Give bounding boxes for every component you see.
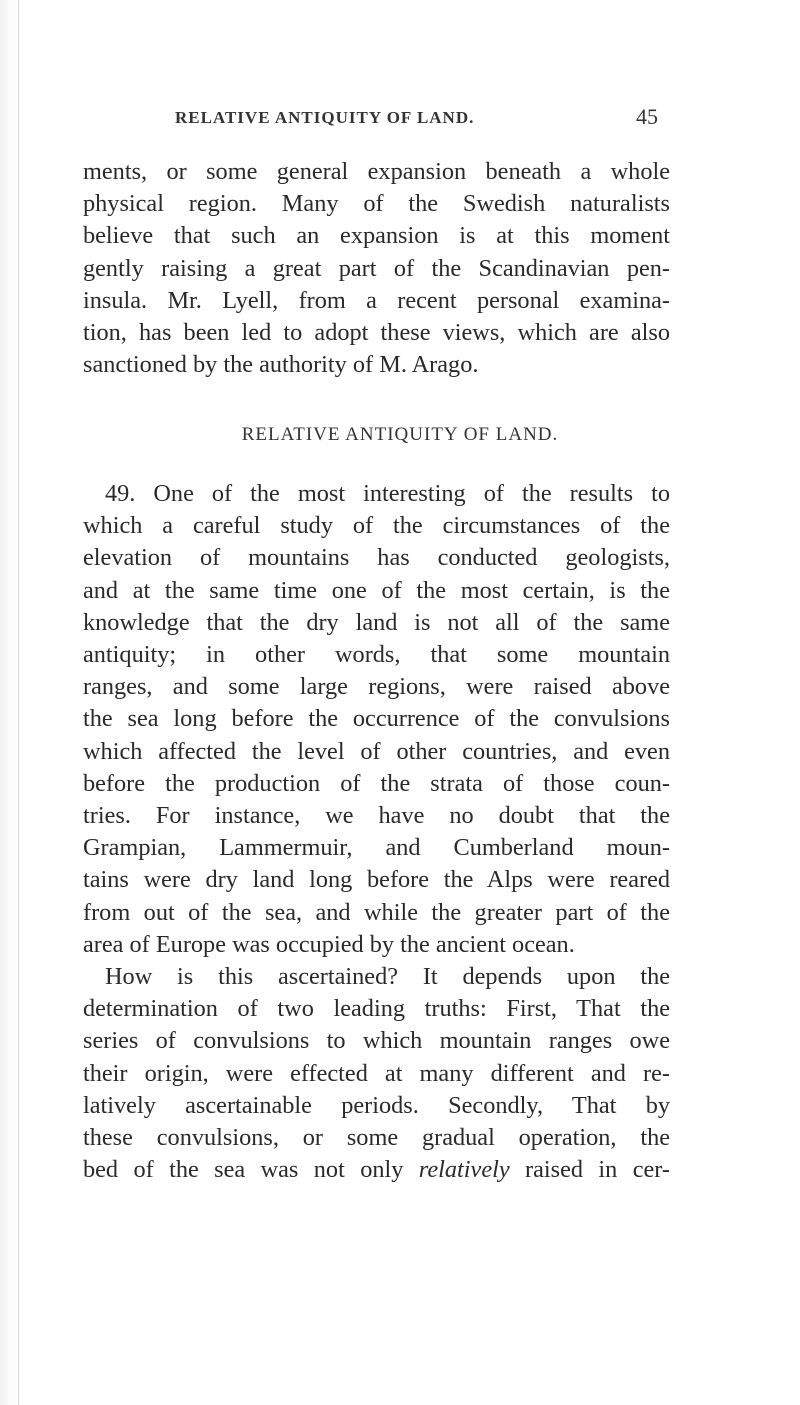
text-line: physical region. Many of the Swedish naturalists [83,190,670,218]
text-line: which affected the level of other countries, and even [83,737,670,765]
text-line: Grampian, Lammermuir, and Cumberland moun- [83,834,670,862]
text-line: these convulsions, or some gradual operation, the [83,1124,670,1152]
text-line: 49. One of the most interesting of the results to [105,480,670,507]
text-line: from out of the sea, and while the greater part of the [83,898,670,926]
text-line: tries. For instance, we have no doubt that the [83,802,670,830]
text-line: ments, or some general expansion beneath a whole [83,158,670,185]
text-line: before the production of the strata of those coun- [83,769,670,797]
text-line: the sea long before the occurrence of the convulsions [83,705,670,733]
text-line: area of Europe was occupied by the ancient ocean. [83,930,575,958]
text-line: latively ascertainable periods. Secondly, That by [83,1091,670,1119]
text-fragment: bed of the sea was not only [83,1156,419,1184]
section-heading: RELATIVE ANTIQUITY OF LAND. [241,424,559,445]
text-line: determination of two leading truths: First, That the [83,995,670,1023]
page-number: 45 [636,104,658,129]
text-line: gently raising a great part of the Scandinavian pen- [83,254,670,282]
text-fragment: raised in cer- [509,1156,670,1184]
text-line: knowledge that the dry land is not all of the same [83,608,670,636]
binding-edge-line [18,0,19,1405]
text-line: How is this ascertained? It depends upon the [105,963,670,990]
running-head: RELATIVE ANTIQUITY OF LAND. [175,108,475,127]
text-line: sanctioned by the authority of M. Arago. [83,351,479,379]
paragraph-49 [83,478,670,961]
text-line: tion, has been led to adopt these views, which are also [83,319,670,347]
paragraph-continued [83,156,670,381]
text-line: and at the same time one of the most certain, is the [83,576,670,604]
text-line-last [83,1154,670,1186]
text-line: tains were dry land long before the Alps were reared [83,866,670,894]
text-line: which a careful study of the circumstances of the [83,512,670,540]
text-line: believe that such an expansion is at this moment [83,222,670,250]
text-line: ranges, and some large regions, were raised above [83,673,670,701]
text-line: series of convulsions to which mountain ranges owe [83,1027,670,1055]
text-line: insula. Mr. Lyell, from a recent personal examina- [83,286,670,314]
text-line: elevation of mountains has conducted geologists, [83,544,670,572]
text-line: antiquity; in other words, that some mountain [83,641,670,669]
italic-word: relatively [418,1156,510,1184]
paragraph-how [83,961,670,1186]
text-line: their origin, were effected at many different and re- [83,1059,670,1087]
